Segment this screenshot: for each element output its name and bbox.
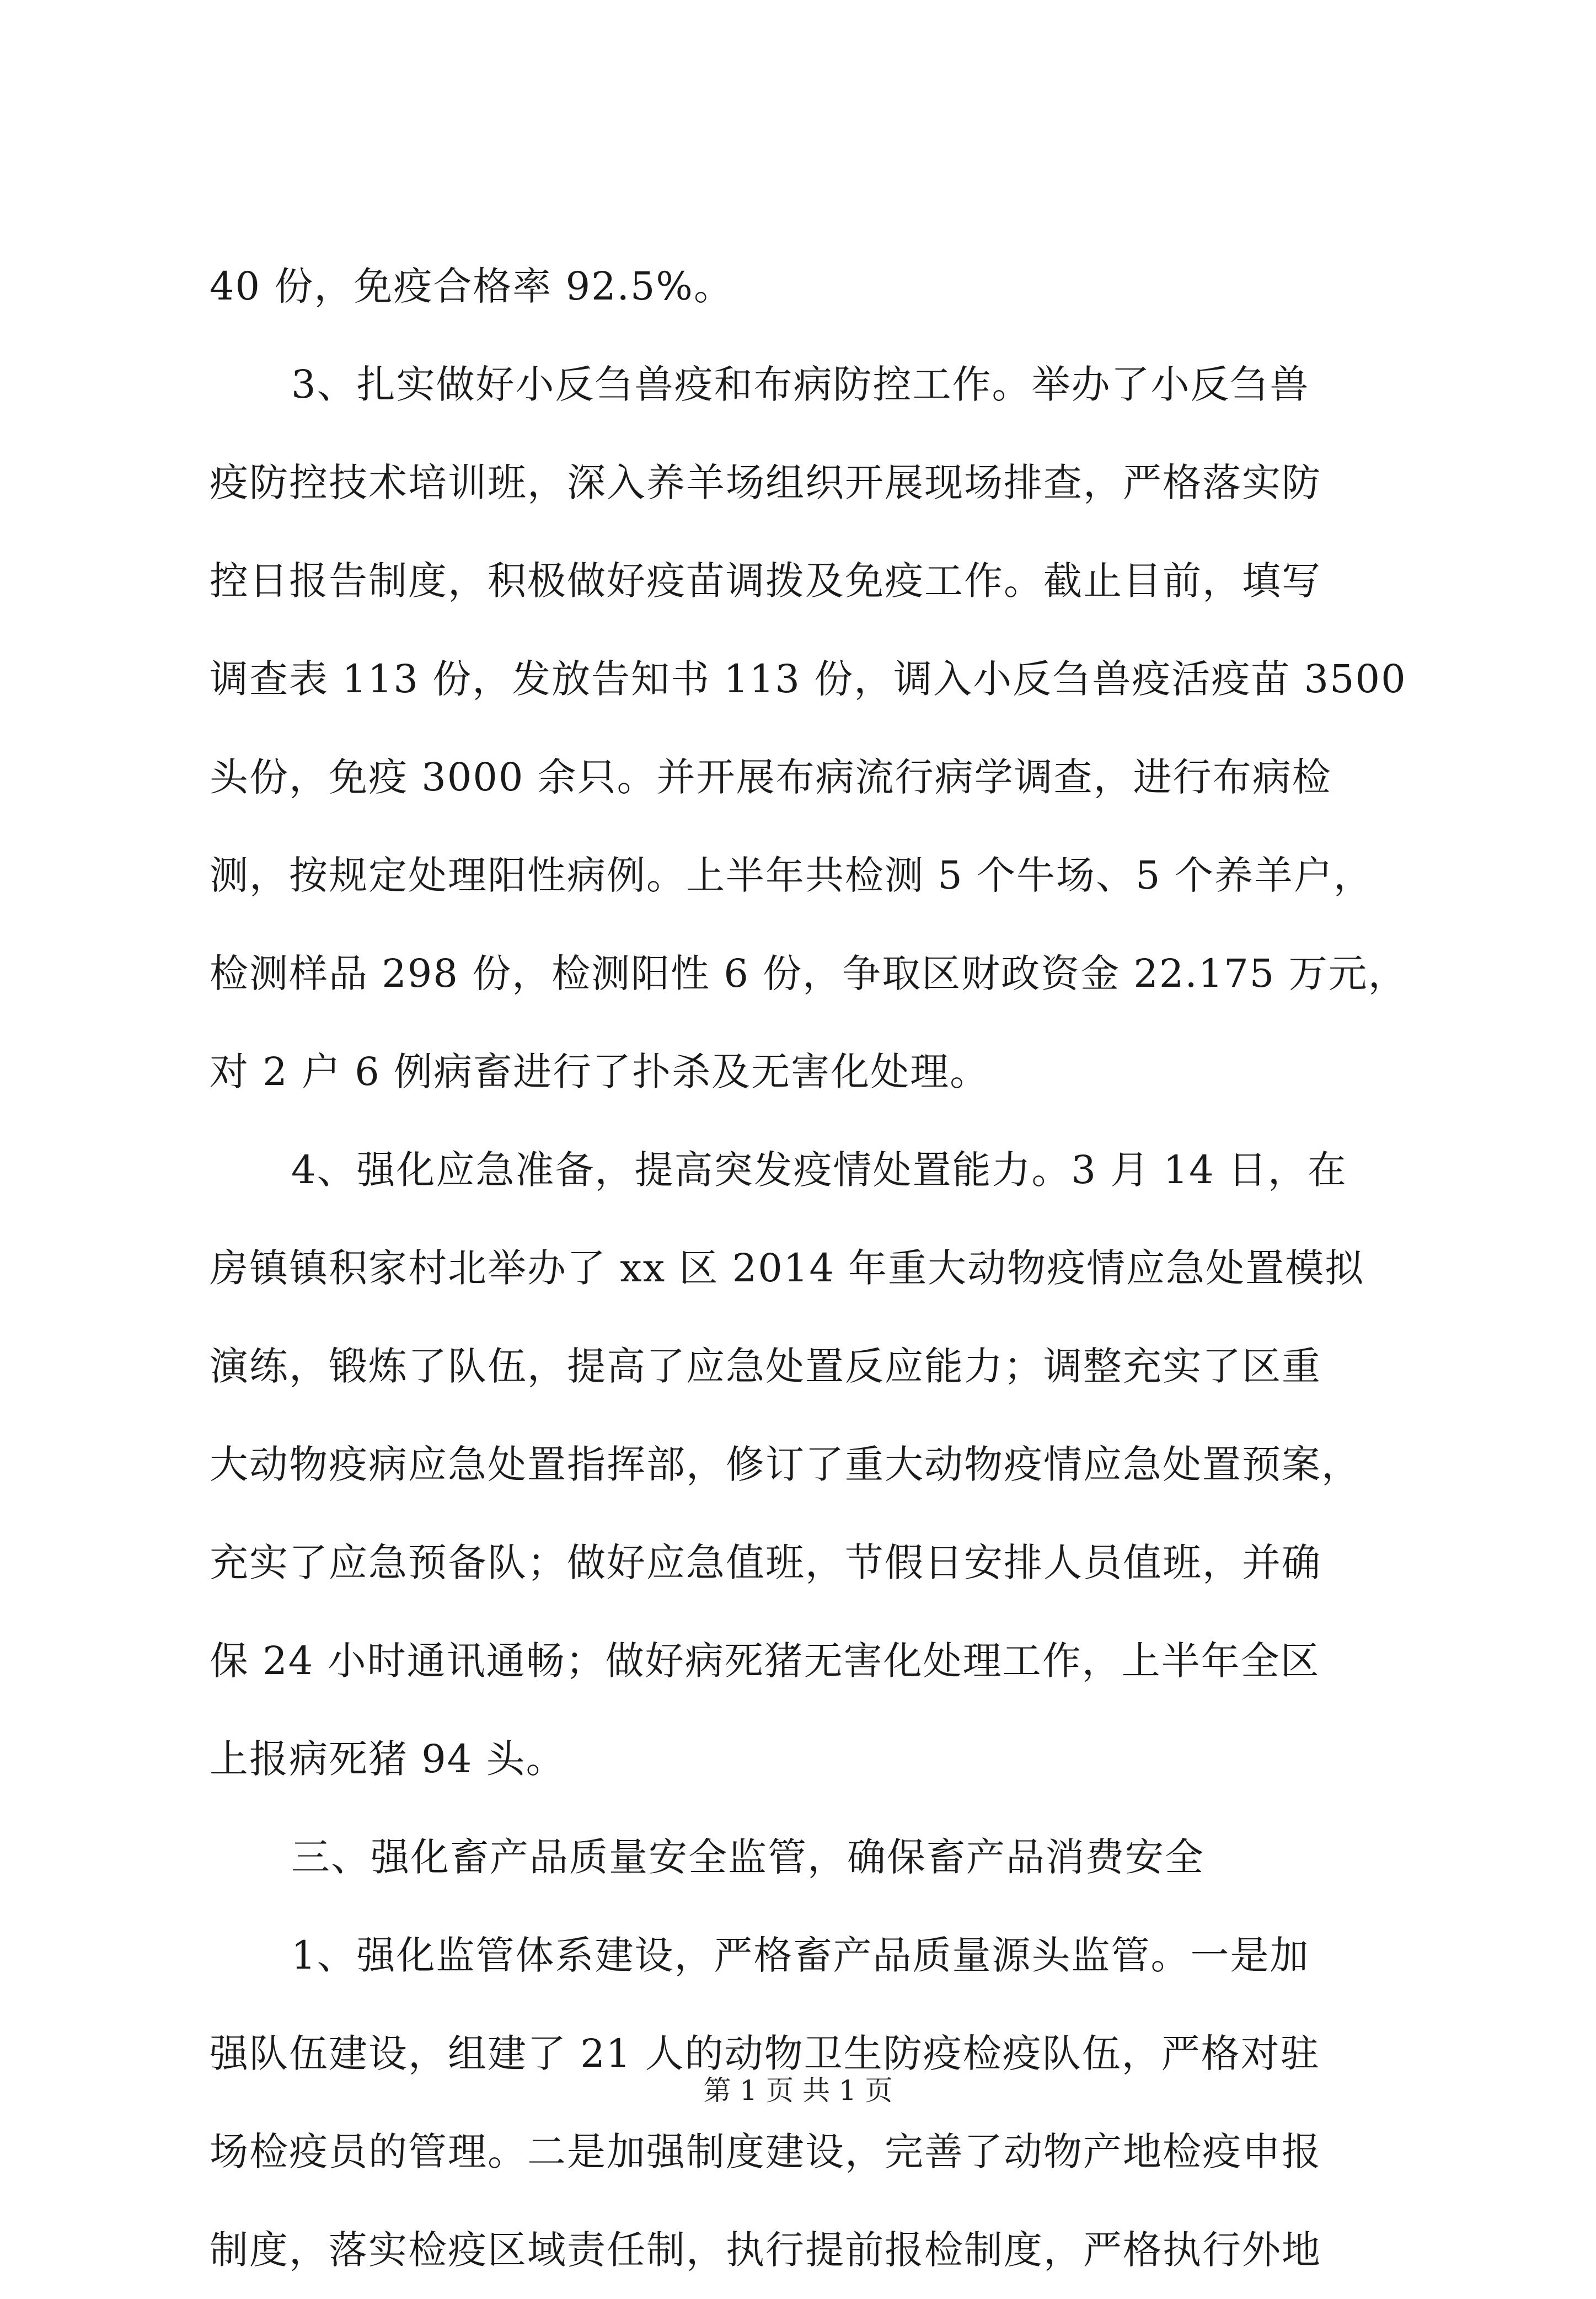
paragraph-start-line: 1、强化监管体系建设，严格畜产品质量源头监管。一是加 — [291, 1933, 1310, 1978]
text-line: 上报病死猪 94 头。 — [210, 1736, 566, 1782]
text-line: 制度，落实检疫区域责任制，执行提前报检制度，严格执行外地 — [210, 2227, 1321, 2273]
text-line: 演练，锻炼了队伍，提高了应急处置反应能力；调整充实了区重 — [210, 1344, 1321, 1389]
text-line: 头份，免疫 3000 余只。并开展布病流行病学调查，进行布病检 — [210, 755, 1332, 800]
text-line: 对 2 户 6 例病畜进行了扑杀及无害化处理。 — [210, 1049, 990, 1094]
text-line: 强队伍建设，组建了 21 人的动物卫生防疫检疫队伍，严格对驻 — [210, 2031, 1320, 2076]
paragraph-start-line: 3、扎实做好小反刍兽疫和布病防控工作。举办了小反刍兽 — [291, 362, 1310, 407]
text-line: 充实了应急预备队；做好应急值班，节假日安排人员值班，并确 — [210, 1540, 1321, 1585]
section-heading: 三、强化畜产品质量安全监管，确保畜产品消费安全 — [291, 1835, 1204, 1880]
text-line: 疫防控技术培训班，深入养羊场组织开展现场排查，严格落实防 — [210, 460, 1321, 505]
text-line: 房镇镇积家村北举办了 xx 区 2014 年重大动物疫情应急处置模拟 — [210, 1245, 1365, 1291]
text-line: 场检疫员的管理。二是加强制度建设，完善了动物产地检疫申报 — [210, 2129, 1321, 2174]
text-line: 检测样品 298 份，检测阳性 6 份，争取区财政资金 22.175 万元， — [210, 951, 1408, 996]
text-line: 40 份，免疫合格率 92.5%。 — [210, 264, 733, 309]
text-line: 大动物疫病应急处置指挥部，修订了重大动物疫情应急处置预案， — [210, 1442, 1361, 1487]
text-line: 测，按规定处理阳性病例。上半年共检测 5 个牛场、5 个养羊户， — [210, 853, 1373, 898]
text-line: 调查表 113 份，发放告知书 113 份，调入小反刍兽疫活疫苗 3500 — [210, 656, 1407, 702]
page-number-footer: 第 1 页 共 1 页 — [703, 2075, 893, 2106]
text-line: 控日报告制度，积极做好疫苗调拨及免疫工作。截止目前，填写 — [210, 558, 1321, 603]
paragraph-start-line: 4、强化应急准备，提高突发疫情处置能力。3 月 14 日，在 — [291, 1147, 1347, 1193]
document-body — [210, 237, 1417, 2299]
text-line: 保 24 小时通讯通畅；做好病死猪无害化处理工作，上半年全区 — [210, 1638, 1320, 1683]
